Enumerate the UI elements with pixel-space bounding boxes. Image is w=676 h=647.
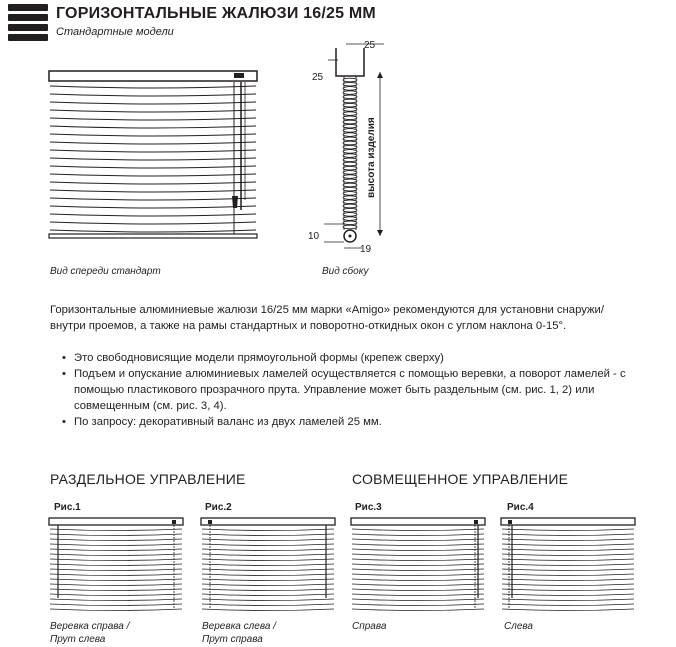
slat (50, 134, 256, 136)
slat (502, 539, 634, 541)
slat-profile (343, 99, 357, 103)
slat (352, 534, 484, 536)
slat (502, 544, 634, 546)
slat (502, 579, 634, 581)
slat (502, 569, 634, 571)
feature-item: • По запросу: декоративный валанс из двух ламелей 25 мм. (50, 414, 630, 430)
figure-3-label: Рис.3 (355, 502, 382, 513)
slat (50, 182, 256, 184)
slat (202, 559, 334, 561)
slat-profile (343, 137, 357, 141)
slat (202, 594, 334, 596)
slat (502, 574, 634, 576)
slat-profile (343, 179, 357, 183)
slat-profile (343, 162, 357, 166)
slat-profile (343, 196, 357, 200)
slat-profile (343, 150, 357, 154)
slat (202, 589, 334, 591)
slat (50, 579, 182, 581)
slat (50, 150, 256, 152)
slat (50, 534, 182, 536)
slat (50, 589, 182, 591)
figure-4-drawing (500, 516, 640, 616)
slat (352, 609, 484, 611)
dim-bottom-height: 10 (308, 231, 320, 242)
slat-profile (343, 78, 357, 82)
page-title: ГОРИЗОНТАЛЬНЫЕ ЖАЛЮЗИ 16/25 ММ (56, 5, 376, 22)
slat (202, 554, 334, 556)
slat (202, 609, 334, 611)
slat-profile (343, 87, 357, 91)
slat (50, 529, 182, 531)
slat (202, 604, 334, 606)
slat-profile (343, 133, 357, 137)
figure-3-drawing (350, 516, 490, 616)
brand-stripes-logo (8, 4, 48, 48)
slat (50, 599, 182, 601)
slat (502, 559, 634, 561)
slat (50, 126, 256, 128)
front-slats (50, 86, 256, 232)
dim-top-width: 25 (364, 40, 376, 51)
slat-profile (343, 129, 357, 133)
slat (202, 544, 334, 546)
slat (50, 190, 256, 192)
slat (502, 584, 634, 586)
slat (50, 604, 182, 606)
slat (352, 559, 484, 561)
slat-profile (343, 213, 357, 217)
slat (502, 604, 634, 606)
cord-tassel (232, 196, 238, 208)
slat (50, 594, 182, 596)
slat (50, 94, 256, 96)
slat (50, 214, 256, 216)
slat-profile (343, 208, 357, 212)
slat (352, 554, 484, 556)
slat (502, 564, 634, 566)
slat (50, 222, 256, 224)
slat (502, 599, 634, 601)
separate-control-heading: РАЗДЕЛЬНОЕ УПРАВЛЕНИЕ (50, 471, 246, 487)
slat (352, 574, 484, 576)
slat-profile (343, 187, 357, 191)
slat (50, 206, 256, 208)
slat (202, 574, 334, 576)
slat (502, 589, 634, 591)
figure-2-caption-line2: Прут справа (202, 634, 263, 645)
dim-height-label: высота изделия (366, 117, 377, 198)
slat-profile (343, 217, 357, 221)
slat (502, 529, 634, 531)
side-view-drawing (300, 36, 400, 258)
slat (50, 544, 182, 546)
slat-profile (343, 183, 357, 187)
slat-profile (343, 120, 357, 124)
feature-item: • Подъем и опускание алюминиевых ламелей осуществляется с помощью веревки, а поворот ламелей - с помощью пластикового прозрачного прута. Управление может быть раздельным (см. рис. 1, 2) или совмещенным (см. рис. 3, 4). (50, 366, 630, 414)
slat (50, 118, 256, 120)
slat (502, 609, 634, 611)
slat-profile (343, 141, 357, 145)
slat-profile (343, 204, 357, 208)
slat-profile (343, 95, 357, 99)
slat (352, 599, 484, 601)
slat-profile (343, 145, 357, 149)
slat (352, 604, 484, 606)
figure-1-drawing (48, 516, 188, 616)
combined-control-heading: СОВМЕЩЕННОЕ УПРАВЛЕНИЕ (352, 471, 569, 487)
slat (50, 166, 256, 168)
slat-profile (343, 200, 357, 204)
slat (202, 549, 334, 551)
slat (202, 564, 334, 566)
slat (50, 539, 182, 541)
slat (202, 579, 334, 581)
slat (502, 549, 634, 551)
slat-profile (343, 225, 357, 229)
slat (202, 529, 334, 531)
slat-profile (343, 158, 357, 162)
slat (502, 554, 634, 556)
figure-4-label: Рис.4 (507, 502, 534, 513)
slat-profile (343, 192, 357, 196)
figure-1-label: Рис.1 (54, 502, 81, 513)
page-subtitle: Стандартные модели (56, 26, 174, 38)
slat-profile (343, 124, 357, 128)
slat (352, 589, 484, 591)
front-view-caption: Вид спереди стандарт (50, 266, 161, 277)
slat (502, 594, 634, 596)
slat (202, 539, 334, 541)
figure-2-label: Рис.2 (205, 502, 232, 513)
slat-profile (343, 154, 357, 158)
figure-2-caption-line1: Веревка слева / (202, 621, 276, 632)
slat (50, 554, 182, 556)
slat (50, 110, 256, 112)
slat-profile (343, 175, 357, 179)
slat (352, 544, 484, 546)
slat (502, 534, 634, 536)
slat (352, 584, 484, 586)
slat (50, 559, 182, 561)
slat (50, 574, 182, 576)
side-view-caption: Вид сбоку (322, 266, 369, 277)
slat (50, 584, 182, 586)
figure-1-caption-line1: Веревка справа / (50, 621, 130, 632)
slat-profile (343, 171, 357, 175)
slat (50, 198, 256, 200)
dim-top-height: 25 (312, 72, 324, 83)
figure-3-caption: Справа (352, 621, 387, 632)
description-paragraph: Горизонтальные алюминиевые жалюзи 16/25 мм марки «Amigo» рекомендуются для установни снаружи/внутри проемов, а также на рамы стандартных и поворотно-откидных окон с углом наклона 0-15°. (50, 304, 605, 332)
bottom-rail (49, 234, 257, 238)
slat (50, 569, 182, 571)
feature-list (50, 350, 630, 430)
slat (50, 564, 182, 566)
slat (50, 158, 256, 160)
slat (202, 569, 334, 571)
figure-1-caption (50, 620, 129, 646)
slat-profile (343, 112, 357, 116)
figure-4-caption: Слева (504, 621, 533, 632)
slat (352, 529, 484, 531)
slat (50, 86, 256, 88)
slat (202, 534, 334, 536)
front-view-drawing (48, 70, 260, 242)
slat-profile (343, 116, 357, 120)
slat (352, 579, 484, 581)
slat (50, 174, 256, 176)
side-slat-stack (343, 76, 357, 230)
slat (202, 599, 334, 601)
slat (352, 539, 484, 541)
slat-profile (343, 166, 357, 170)
slat (352, 594, 484, 596)
slat (352, 569, 484, 571)
slat (50, 102, 256, 104)
feature-item: • Это свободновисящие модели прямоугольной формы (крепеж сверху) (50, 350, 630, 366)
slat-profile (343, 103, 357, 107)
slat (50, 142, 256, 144)
slat (352, 549, 484, 551)
slat (50, 230, 256, 232)
slat-profile (343, 108, 357, 112)
dim-bottom-width: 19 (360, 244, 372, 255)
slat (50, 549, 182, 551)
slat (352, 564, 484, 566)
slat (50, 609, 182, 611)
figure-1-caption-line2: Прут слева (50, 634, 106, 645)
figure-2-drawing (200, 516, 340, 616)
slat-profile (343, 91, 357, 95)
slat-profile (343, 82, 357, 86)
slat (202, 584, 334, 586)
figure-2-caption (202, 620, 276, 646)
slat-profile (343, 221, 357, 225)
